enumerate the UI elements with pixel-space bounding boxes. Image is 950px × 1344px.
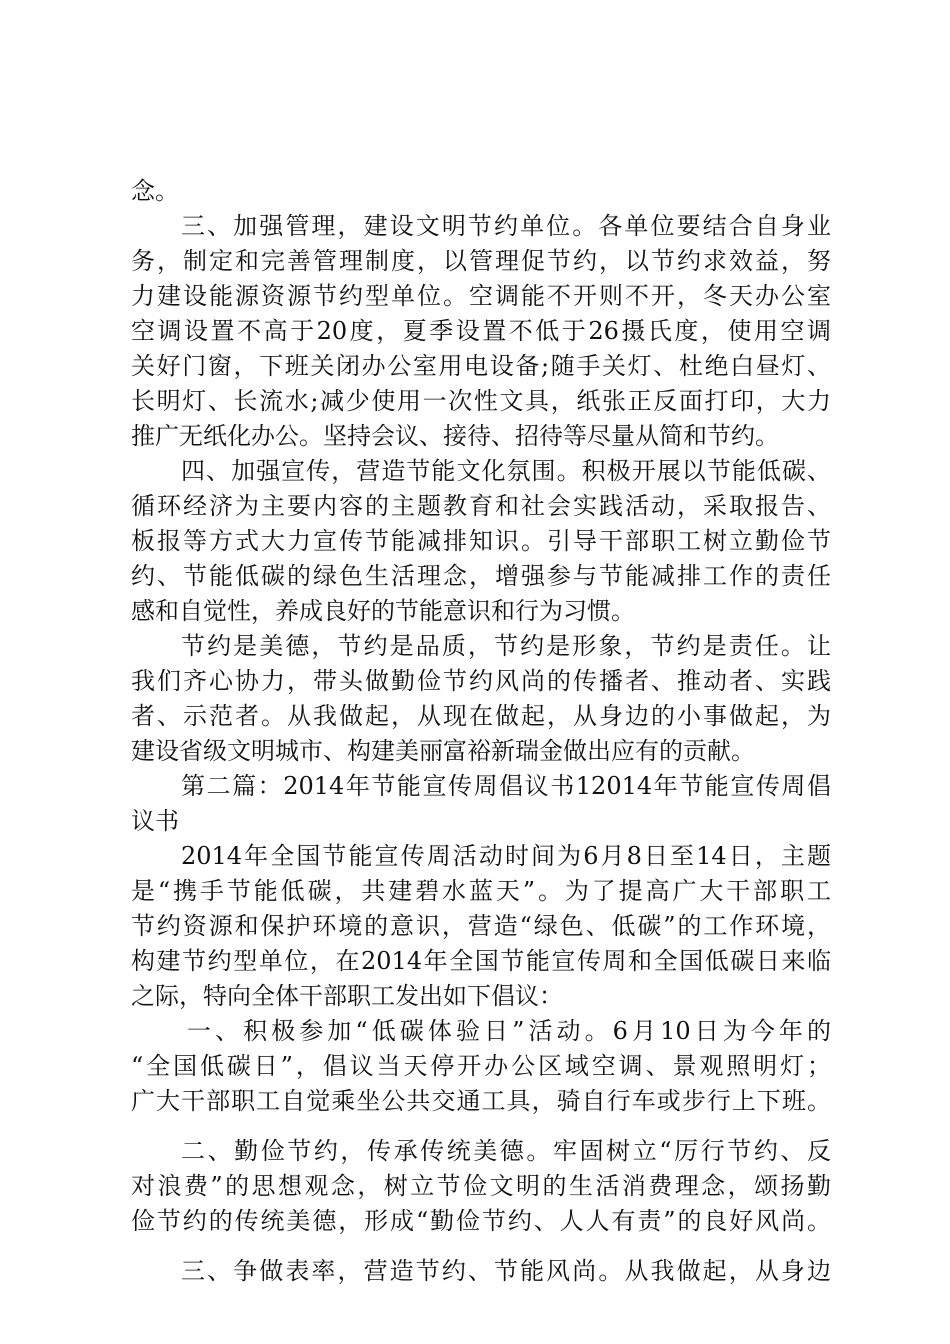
text-line: 节约资源和保护环境的意识，营造“绿色、低碳”的工作环境， bbox=[131, 912, 831, 940]
text-line: 构建节约型单位，在2014年全国节能宣传周和全国低碳日来临 bbox=[131, 947, 831, 975]
text-line: 对浪费”的思想观念，树立节俭文明的生活消费理念，颂扬勤 bbox=[131, 1172, 831, 1200]
text-line: 力建设能源资源节约型单位。空调能不开则不开，冬天办公室 bbox=[131, 282, 831, 310]
text-line: 节约是美德，节约是品质，节约是形象，节约是责任。让 bbox=[181, 632, 831, 660]
text-line: 2014年全国节能宣传周活动时间为6月8日至14日，主题 bbox=[181, 842, 831, 870]
text-line: 三、加强管理，建设文明节约单位。各单位要结合自身业 bbox=[181, 212, 831, 240]
text-line: 三、争做表率，营造节约、节能风尚。从我做起，从身边 bbox=[181, 1257, 831, 1285]
text-line: 关好门窗，下班关闭办公室用电设备;随手关灯、杜绝白昼灯、 bbox=[131, 352, 831, 380]
text-line: 约、节能低碳的绿色生活理念，增强参与节能减排工作的责任 bbox=[131, 562, 831, 590]
text-line: 板报等方式大力宣传节能减排知识。引导干部职工树立勤俭节 bbox=[131, 527, 831, 555]
text-line: 感和自觉性，养成良好的节能意识和行为习惯。 bbox=[131, 597, 635, 625]
text-line: “全国低碳日”，倡议当天停开办公区域空调、景观照明灯； bbox=[131, 1052, 831, 1080]
text-line: 广大干部职工自觉乘坐公共交通工具，骑自行车或步行上下班。 bbox=[131, 1087, 831, 1115]
text-line: 务，制定和完善管理制度，以管理促节约，以节约求效益，努 bbox=[131, 247, 831, 275]
text-line: 之际，特向全体干部职工发出如下倡议： bbox=[131, 982, 563, 1010]
text-line: 念。 bbox=[131, 177, 179, 205]
text-line: 议书 bbox=[131, 807, 179, 835]
text-line: 建设省级文明城市、构建美丽富裕新瑞金做出应有的贡献。 bbox=[131, 737, 755, 765]
text-line: 是“携手节能低碳，共建碧水蓝天”。为了提高广大干部职工 bbox=[131, 877, 831, 905]
text-line: 俭节约的传统美德，形成“勤俭节约、人人有责”的良好风尚。 bbox=[131, 1207, 831, 1235]
text-line: 第二篇：2014年节能宣传周倡议书12014年节能宣传周倡 bbox=[181, 772, 831, 800]
text-line: 空调设置不高于20度，夏季设置不低于26摄氏度，使用空调 bbox=[131, 317, 831, 345]
text-line: 一、积极参加“低碳体验日”活动。6月10日为今年的 bbox=[187, 1017, 831, 1045]
text-line: 我们齐心协力，带头做勤俭节约风尚的传播者、推动者、实践 bbox=[131, 667, 831, 695]
text-line: 者、示范者。从我做起，从现在做起，从身边的小事做起，为 bbox=[131, 702, 831, 730]
text-line: 长明灯、长流水;减少使用一次性文具，纸张正反面打印，大力 bbox=[131, 387, 831, 415]
text-line: 二、勤俭节约，传承传统美德。牢固树立“厉行节约、反 bbox=[181, 1137, 831, 1165]
text-line: 循环经济为主要内容的主题教育和社会实践活动，采取报告、 bbox=[131, 492, 831, 520]
text-line: 四、加强宣传，营造节能文化氛围。积极开展以节能低碳、 bbox=[181, 457, 831, 485]
text-line: 推广无纸化办公。坚持会议、接待、招待等尽量从简和节约。 bbox=[131, 422, 779, 450]
